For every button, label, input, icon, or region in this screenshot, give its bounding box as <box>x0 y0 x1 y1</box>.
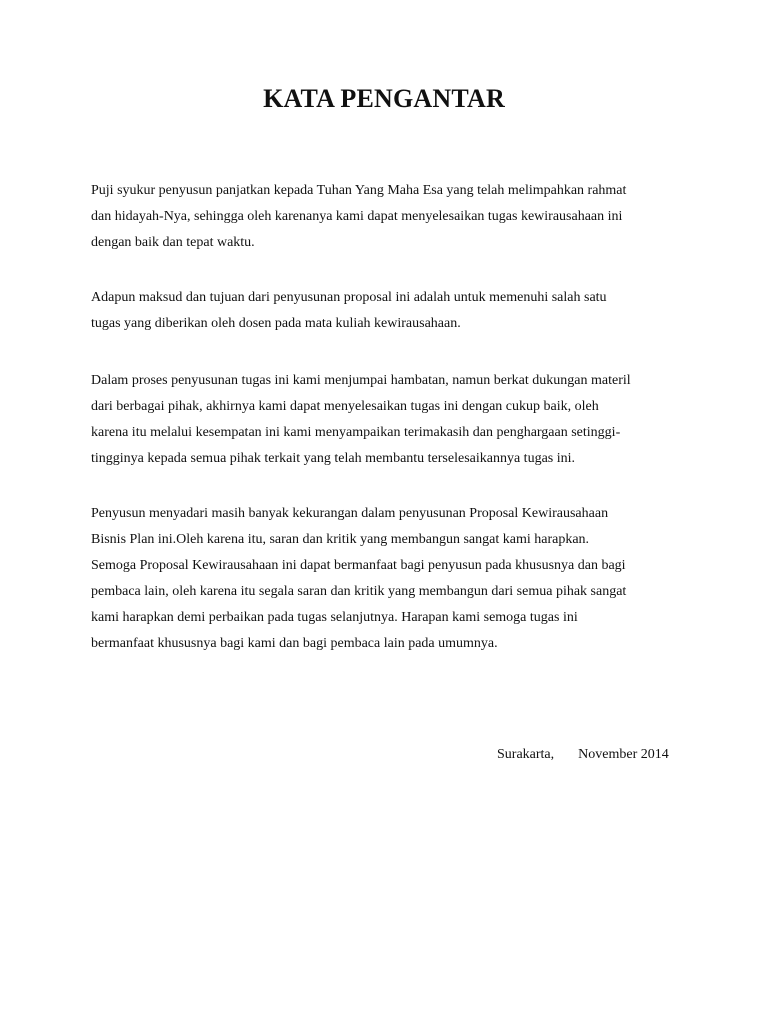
paragraph-1 <box>91 178 681 256</box>
paragraph-line: tingginya kepada semua pihak terkait yang telah membantu terselesaikannya tugas ini. <box>91 451 576 466</box>
signature-date: November 2014 <box>578 747 669 762</box>
paragraph-line: dan hidayah-Nya, sehingga oleh karenanya kami dapat menyelesaikan tugas kewirausahaan ini <box>91 209 623 224</box>
paragraph-line: pembaca lain, oleh karena itu segala saran dan kritik yang membangun dari semua pihak sangat <box>91 584 627 599</box>
paragraph-line: tugas yang diberikan oleh dosen pada mata kuliah kewirausahaan. <box>91 316 461 331</box>
paragraph-line: karena itu melalui kesempatan ini kami menyampaikan terimakasih dan penghargaan setinggi- <box>91 425 621 440</box>
paragraph-2 <box>91 285 681 337</box>
paragraph-line: Dalam proses penyusunan tugas ini kami menjumpai hambatan, namun berkat dukungan materil <box>91 373 631 388</box>
paragraph-line: dengan baik dan tepat waktu. <box>91 235 255 250</box>
paragraph-line: Puji syukur penyusun panjatkan kepada Tuhan Yang Maha Esa yang telah melimpahkan rahmat <box>91 183 627 198</box>
paragraph-line: kami harapkan demi perbaikan pada tugas selanjutnya. Harapan kami semoga tugas ini <box>91 610 578 625</box>
paragraph-4 <box>91 501 681 657</box>
paragraph-line: Adapun maksud dan tujuan dari penyusunan proposal ini adalah untuk memenuhi salah satu <box>91 290 607 305</box>
signature-place: Surakarta, <box>497 747 555 762</box>
paragraph-3 <box>91 368 681 472</box>
paragraph-line: dari berbagai pihak, akhirnya kami dapat menyelesaikan tugas ini dengan cukup baik, oleh <box>91 399 599 414</box>
paragraph-line: Bisnis Plan ini.Oleh karena itu, saran dan kritik yang membangun sangat kami harapkan. <box>91 532 590 547</box>
paragraph-line: bermanfaat khususnya bagi kami dan bagi pembaca lain pada umumnya. <box>91 636 498 651</box>
paragraph-line: Semoga Proposal Kewirausahaan ini dapat bermanfaat bagi penyusun pada khususnya dan bagi <box>91 558 626 573</box>
paragraph-line: Penyusun menyadari masih banyak kekurangan dalam penyusunan Proposal Kewirausahaan <box>91 506 609 521</box>
signature-block <box>497 744 669 766</box>
page-title: KATA PENGANTAR <box>263 84 505 113</box>
